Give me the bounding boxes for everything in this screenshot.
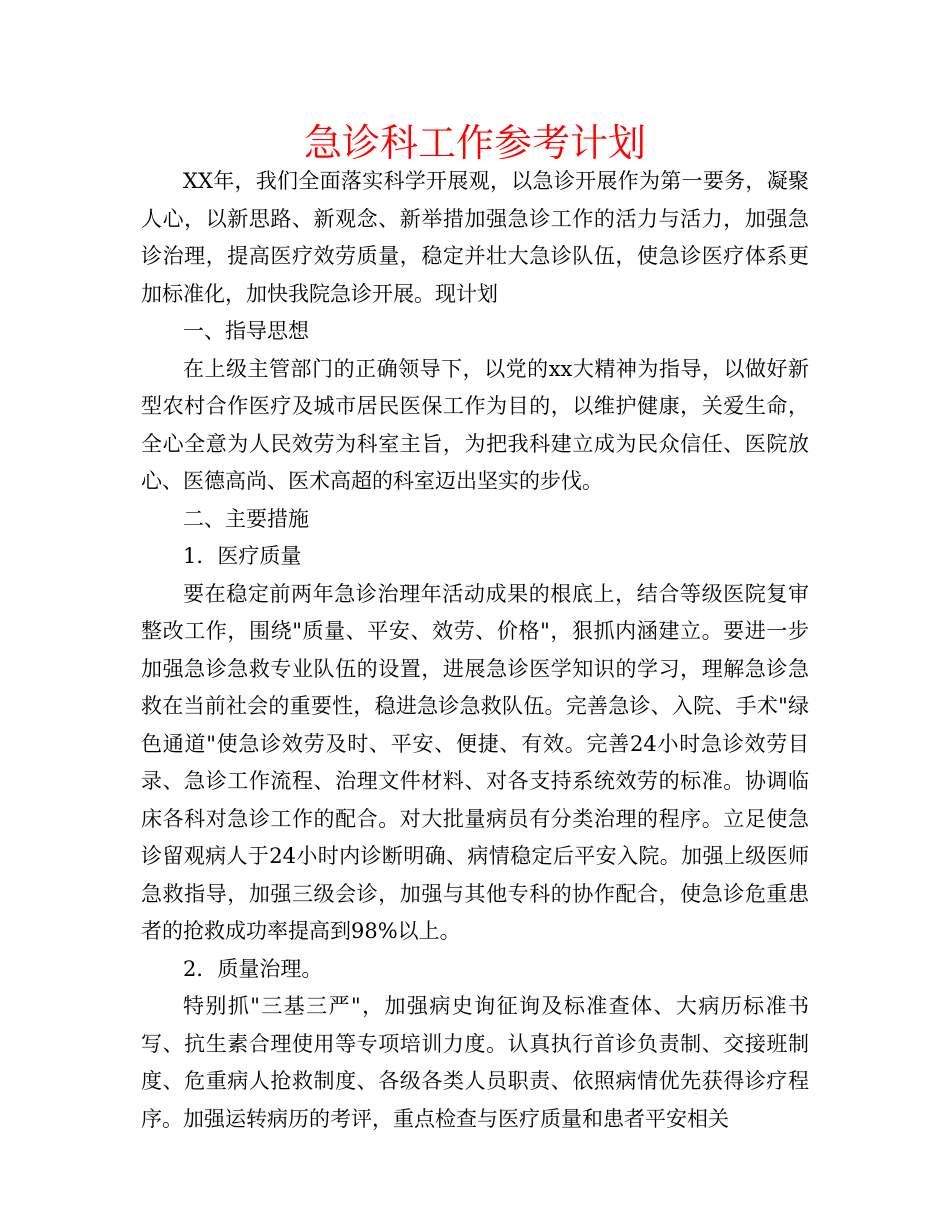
paragraph-quality-management: 特别抓"三基三严"，加强病史询征询及标准查体、大病历标准书写、抗生素合理使用等专项培训力度。认真执行首诊负责制、交接班制度、危重病人抢救制度、各级各类人员职责、依照病情优先获得诊疗程序。加强运转病历的考评，重点检查与医疗质量和患者平安相关	[141, 994, 809, 1131]
document-body	[141, 163, 809, 1138]
paragraph-medical-quality: 要在稳定前两年急诊治理年活动成果的根底上，结合等级医院复审整改工作，围绕"质量、平安、效劳、价格"，狠抓内涵建立。要进一步加强急诊急救专业队伍的设置，进展急诊医学知识的学习，理解急诊急救在当前社会的重要性，稳进急诊急救队伍。完善急诊、入院、手术"绿色通道"使急诊效劳及时、平安、便捷、有效。完善24小时急诊效劳目录、急诊工作流程、治理文件材料、对各支持系统效劳的标准。协调临床各科对急诊工作的配合。对大批量病员有分类治理的程序。立足使急诊留观病人于24小时内诊断明确、病情稳定后平安入院。加强上级医师急救指导，加强三级会诊，加强与其他专科的协作配合，使急诊危重患者的抢救成功率提高到98%以上。	[141, 581, 809, 943]
paragraph-guiding-ideology: 在上级主管部门的正确领导下，以党的xx大精神为指导，以做好新型农村合作医疗及城市居民医保工作为目的，以维护健康，关爱生命，全心全意为人民效劳为科室主旨，为把我科建立成为民众信任、医院放心、医德高尚、医术高超的科室迈出坚实的步伐。	[141, 356, 809, 493]
subheading-medical-quality: 1．医疗质量	[183, 544, 302, 568]
paragraph-intro: XX年，我们全面落实科学开展观，以急诊开展作为第一要务，凝聚人心，以新思路、新观念、新举措加强急诊工作的活力与活力，加强急诊治理，提高医疗效劳质量，稳定并壮大急诊队伍，使急诊医疗体系更加标准化，加快我院急诊开展。现计划	[141, 169, 809, 306]
heading-guiding-ideology: 一、指导思想	[183, 319, 309, 343]
document-title: 急诊科工作参考计划	[303, 121, 646, 165]
subheading-quality-management: 2．质量治理。	[183, 956, 323, 981]
heading-main-measures: 二、主要措施	[183, 506, 309, 531]
